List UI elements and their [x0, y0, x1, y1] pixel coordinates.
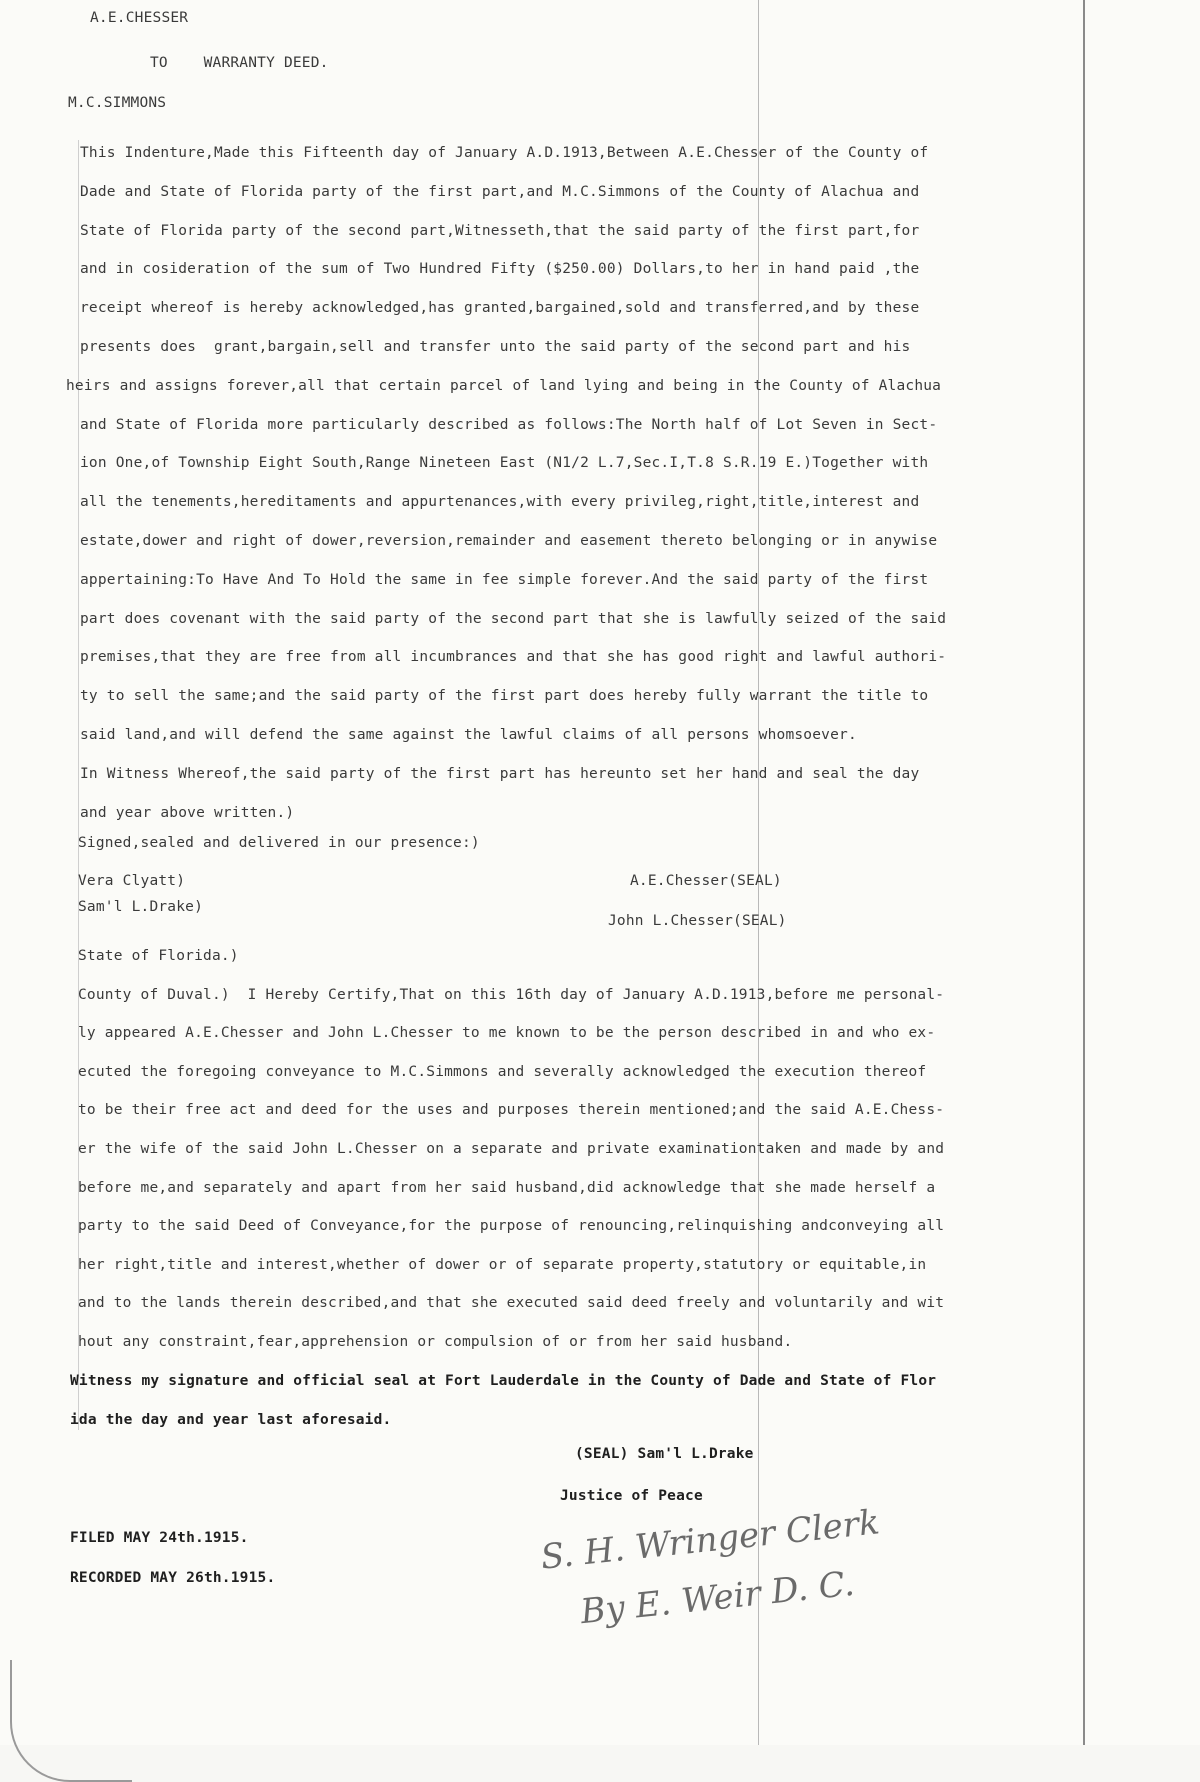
indenture-line: estate,dower and right of dower,reversion,remainder and easement thereto belonging or in anywise: [80, 533, 938, 549]
witness-1: Vera Clyatt): [78, 873, 186, 889]
signed-sealed-line: Signed,sealed and delivered in our presence:): [78, 835, 480, 851]
justice-title: Justice of Peace: [560, 1488, 703, 1504]
indenture-line: This Indenture,Made this Fifteenth day of January A.D.1913,Between A.E.Chesser of the County of: [80, 145, 929, 161]
acknowledgment-line: ly appeared A.E.Chesser and John L.Chesser to me known to be the person described in and who ex-: [78, 1025, 936, 1042]
indenture-line: presents does grant,bargain,sell and transfer unto the said party of the second part and his: [80, 339, 911, 355]
indenture-line: part does covenant with the said party of the second part that she is lawfully seized of the said: [80, 610, 947, 627]
indenture-line: ion One,of Township Eight South,Range Nineteen East (N1/2 L.7,Sec.I,T.8 S.R.19 E.)Together with: [80, 455, 929, 472]
indenture-line: State of Florida party of the second part,Witnesseth,that the said party of the first part,for: [80, 222, 920, 239]
indenture-line: appertaining:To Have And To Hold the same in fee simple forever.And the said party of the first: [80, 571, 929, 588]
indenture-line: and in cosideration of the sum of Two Hundred Fifty ($250.00) Dollars,to her in hand paid ,the: [80, 261, 920, 278]
deputy-clerk-signature: By E. Weir D. C.: [578, 1563, 857, 1633]
acknowledgment-line: State of Florida.): [78, 948, 239, 964]
deed-type: TO WARRANTY DEED.: [150, 55, 329, 71]
witness-clause-line: ida the day and year last aforesaid.: [70, 1411, 392, 1428]
grantee-name: M.C.SIMMONS: [68, 95, 167, 111]
grantor-signature: A.E.Chesser(SEAL): [630, 873, 782, 889]
indenture-line: and State of Florida more particularly described as follows:The North half of Lot Seven in Sect-: [80, 416, 938, 433]
indenture-line: all the tenements,hereditaments and appurtenances,with every privileg,right,title,interest and: [80, 494, 920, 511]
acknowledgment-line: her right,title and interest,whether of dower or of separate property,statutory or equitable,in: [78, 1256, 927, 1273]
acknowledgment-line: and to the lands therein described,and that she executed said deed freely and voluntarily and wit: [78, 1295, 945, 1312]
indenture-line: premises,that they are free from all incumbrances and that she has good right and lawful authori-: [80, 649, 947, 666]
page-corner: [10, 1660, 132, 1782]
indenture-line: said land,and will defend the same against the lawful claims of all persons whomsoever.: [80, 727, 857, 743]
page-edge: [1083, 0, 1085, 1745]
justice-signature: (SEAL) Sam'l L.Drake: [575, 1446, 754, 1462]
acknowledgment-line: before me,and separately and apart from her said husband,did acknowledge that she made herself a: [78, 1179, 936, 1196]
filed-date: FILED MAY 24th.1915.: [70, 1530, 249, 1546]
margin-line: [78, 140, 79, 1430]
witness-2: Sam'l L.Drake): [78, 899, 204, 915]
grantor-name: A.E.CHESSER: [90, 10, 189, 26]
recorded-date: RECORDED MAY 26th.1915.: [70, 1570, 276, 1586]
indenture-line: heirs and assigns forever,all that certain parcel of land lying and being in the County of Alachua: [66, 377, 942, 394]
indenture-line: and year above written.): [80, 804, 295, 821]
acknowledgment-line: ecuted the foregoing conveyance to M.C.Simmons and severally acknowledged the execution thereof: [78, 1063, 927, 1080]
acknowledgment-line: hout any constraint,fear,apprehension or compulsion of or from her said husband.: [78, 1334, 793, 1350]
indenture-line: Dade and State of Florida party of the first part,and M.C.Simmons of the County of Alachua and: [80, 183, 920, 200]
acknowledgment-line: er the wife of the said John L.Chesser on a separate and private examinationtaken and made by and: [78, 1141, 945, 1157]
indenture-line: receipt whereof is hereby acknowledged,has granted,bargained,sold and transferred,and by these: [80, 300, 920, 317]
indenture-line: In Witness Whereof,the said party of the first part has hereunto set her hand and seal the day: [80, 765, 920, 782]
acknowledgment-line: party to the said Deed of Conveyance,for the purpose of renouncing,relinquishing andconveying all: [78, 1218, 945, 1235]
acknowledgment-line: to be their free act and deed for the uses and purposes therein mentioned;and the said A.E.Chess-: [78, 1102, 945, 1119]
indenture-line: ty to sell the same;and the said party of the first part does hereby fully warrant the title to: [80, 688, 929, 705]
acknowledgment-line: County of Duval.) I Hereby Certify,That on this 16th day of January A.D.1913,before me personal-: [78, 986, 945, 1003]
clerk-signature: S. H. Wringer Clerk: [538, 1502, 882, 1578]
witness-clause-line: Witness my signature and official seal at Fort Lauderdale in the County of Dade and State of Flor: [70, 1373, 937, 1389]
spouse-signature: John L.Chesser(SEAL): [608, 913, 787, 929]
